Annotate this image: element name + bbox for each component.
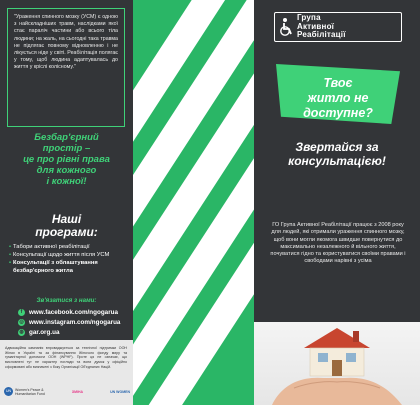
wphf-line: Women's Peace & <box>15 387 44 392</box>
footer <box>0 340 133 405</box>
contact-facebook[interactable] <box>18 307 130 317</box>
headline <box>276 76 400 121</box>
quote-text: "Ураження спинного мозку (УСМ) є одною з найскладніших травм, наслідками якої стає параліч частини або всього тіла людини; на жаль, на сьогодні така травма не підлягає повному відновленню і не лікується ніде у світі. Реабілітація полягає у тому, щоб людина адаптувалась до життя у кріслі колісному." <box>14 14 118 71</box>
slogan <box>4 132 129 187</box>
bullet-icon: • <box>9 252 12 259</box>
partner-logos <box>4 387 130 396</box>
headline-banner <box>276 64 400 124</box>
contact-instagram[interactable] <box>18 317 130 327</box>
brand-line: Реабілітації <box>297 30 346 40</box>
about-text: ГО Група Активної Реабілітації працює з 2008 року для людей, які отримали ураження спинного мозку, щоб вони могли якомога швидше повернутися до максимально незалежного й вільного життя, почуватися гідно та користуватися своїми правами і свободами нарівні з усіма <box>270 222 406 265</box>
program-item <box>9 244 129 251</box>
slogan-line: Безбар'єрний <box>34 132 99 143</box>
headline-line: житло не <box>307 91 369 105</box>
un-women-label: UN WOMEN <box>110 389 130 394</box>
contact-link[interactable]: www.facebook.com/ngogarua <box>29 308 118 316</box>
left-panel <box>0 0 133 405</box>
instagram-icon: ◎ <box>19 318 24 325</box>
programs-heading-line: Наші <box>51 212 82 226</box>
program-item <box>9 252 129 259</box>
un-emblem-icon: UN <box>4 387 13 396</box>
cta-line: консультацією! <box>288 154 386 168</box>
zmina-logo <box>72 390 83 394</box>
program-label: Табори активної реабілітації <box>13 244 90 250</box>
brand-logo <box>274 12 402 42</box>
house-in-hands-image <box>254 322 420 405</box>
programs-list <box>9 244 129 276</box>
wheelchair-icon <box>275 13 297 41</box>
contact-heading: Зв'язатися з нами: <box>36 297 97 304</box>
un-women-logo <box>110 390 130 394</box>
facebook-icon: f <box>18 309 25 316</box>
program-label: Консультації щодо життя після УСМ <box>13 252 110 259</box>
programs-heading <box>4 213 129 239</box>
right-panel <box>254 0 420 405</box>
headline-line: доступне? <box>303 106 373 120</box>
contact-link[interactable]: www.instagram.com/ngogarua <box>29 318 121 326</box>
brand-line: Група <box>297 13 321 23</box>
zmina-label: ЗМІНА <box>71 389 84 394</box>
slogan-line: і кожної! <box>46 176 87 187</box>
slogan-line: для кожного <box>36 165 97 176</box>
brand-line: Активної <box>297 21 335 31</box>
program-label: Консультації з облаштування безбар'єрного житла <box>13 260 98 274</box>
program-item <box>9 260 129 274</box>
wphf-line: Humanitarian Fund <box>15 391 45 396</box>
contacts <box>18 307 130 337</box>
slogan-line: простір – <box>42 143 91 154</box>
wphf-logo <box>4 387 45 396</box>
quote-box <box>7 8 125 127</box>
headline-line: Твоє <box>323 76 353 90</box>
contact-link[interactable]: gar.org.ua <box>29 328 60 336</box>
globe-icon: ◍ <box>19 328 24 335</box>
bullet-icon: • <box>9 260 12 267</box>
middle-panel <box>133 0 254 405</box>
slogan-line: це про рівні права <box>23 154 110 165</box>
bullet-icon: • <box>9 244 12 250</box>
brand-name <box>297 14 346 40</box>
disclaimer-text: Адвокаційна кампанія впроваджується за технічної підтримки ООН Жінки в Україні та за фінансування Жіночого фонду миру та гуманітарної допомоги ООН (WPHF). Проте ця не означає, що висловлені тут не характер погляди та вони думок у офіційно сформовані або визначені з боку Організації Об'єднаних Націй. <box>5 346 127 369</box>
cta-line: Звертайся за <box>295 140 379 154</box>
contact-website[interactable] <box>18 327 130 337</box>
programs-heading-line: програми: <box>35 225 98 239</box>
call-to-action <box>262 140 412 168</box>
